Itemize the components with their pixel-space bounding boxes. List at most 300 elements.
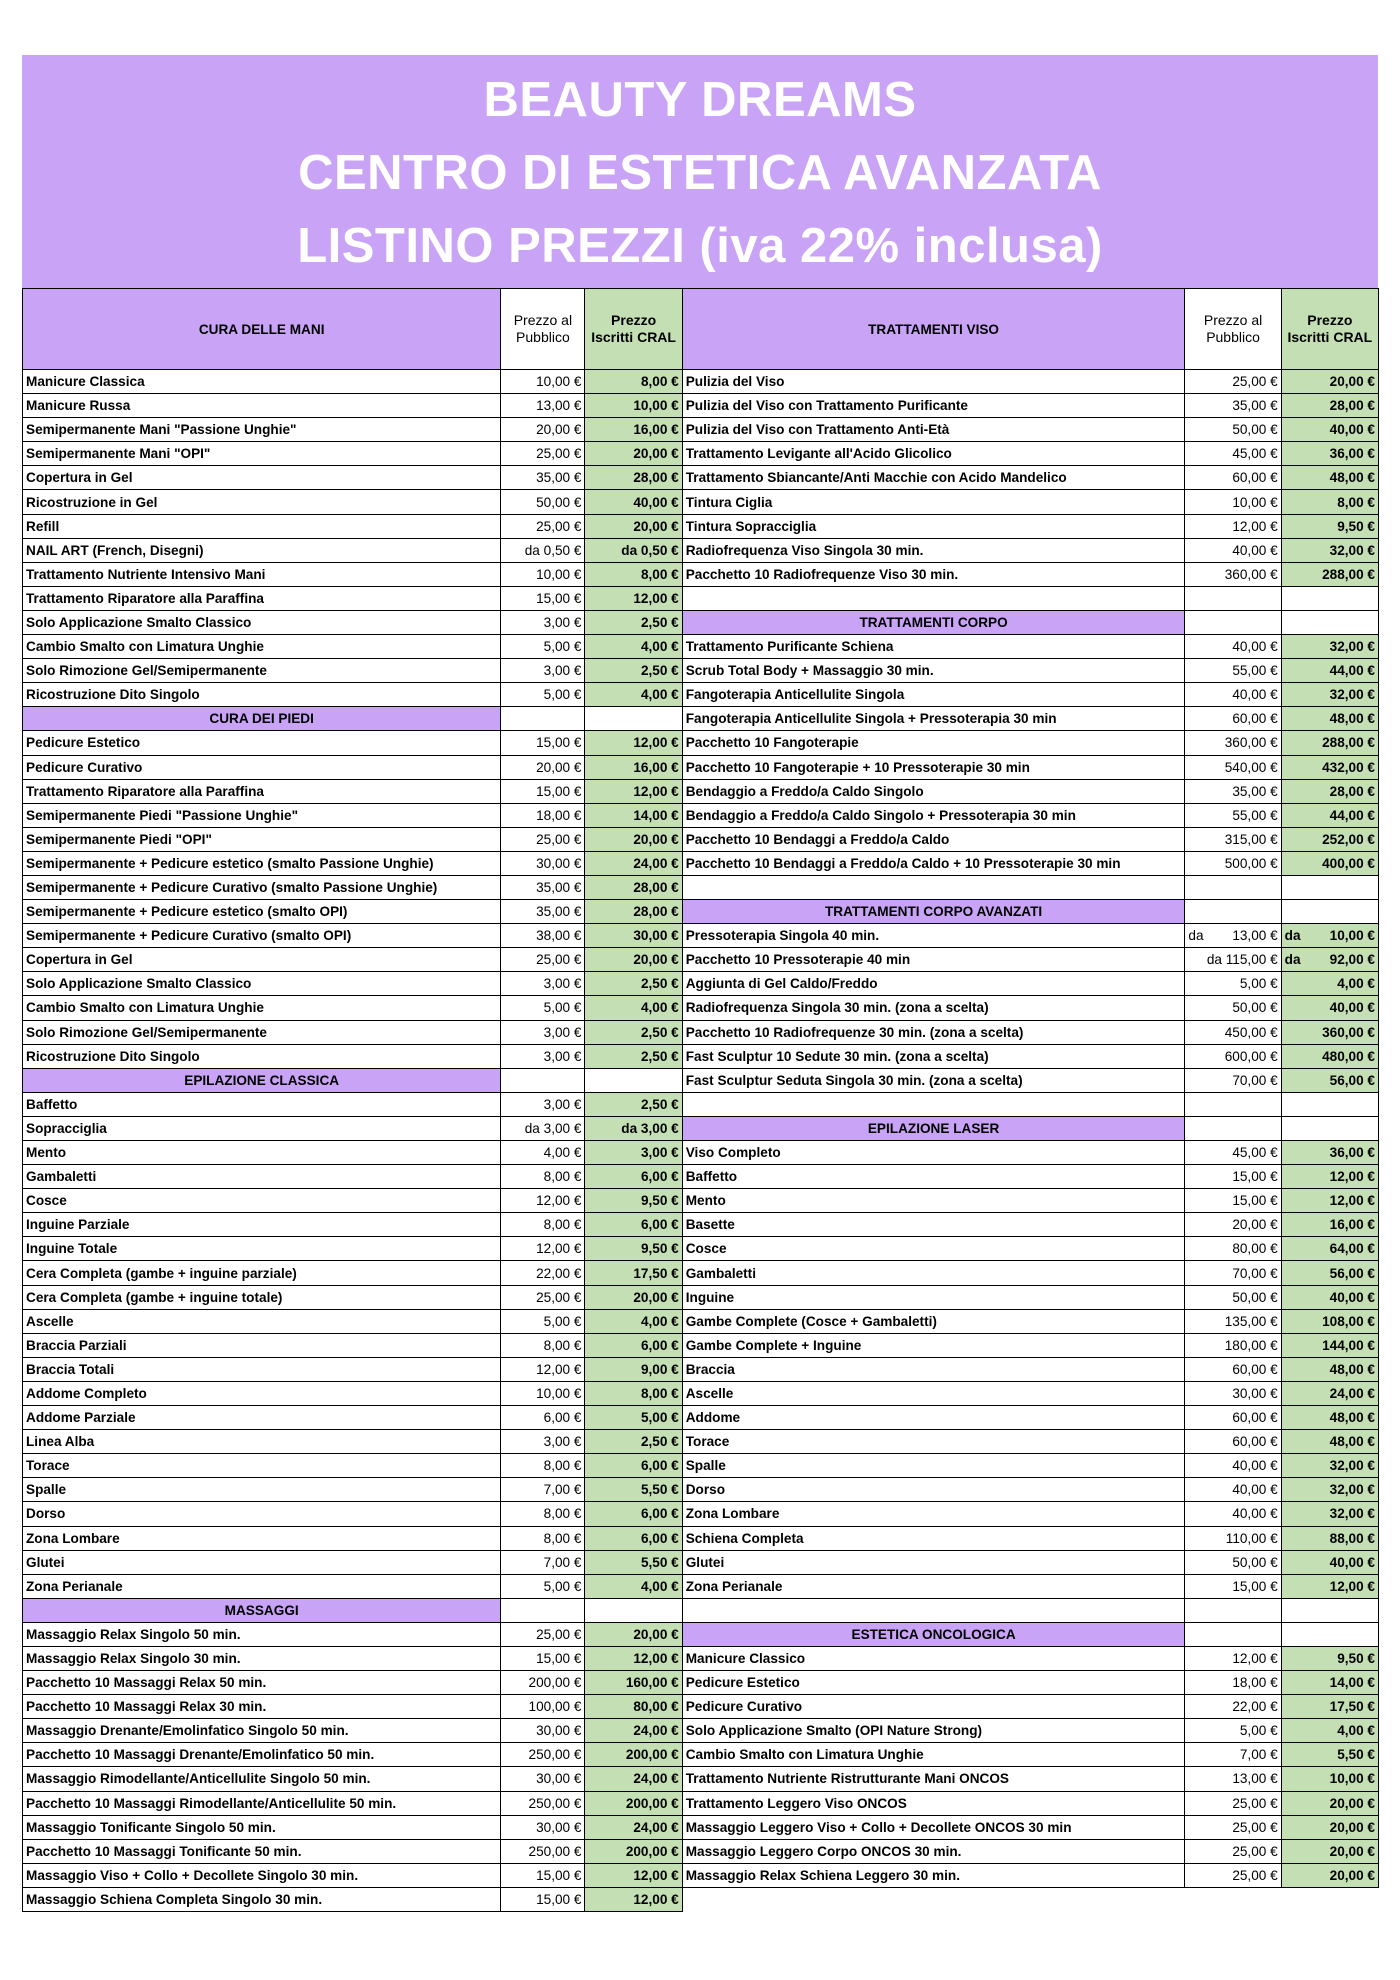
public-price: 35,00 € <box>501 466 585 490</box>
cral-price: 48,00 € <box>1281 1357 1378 1381</box>
service-name: Gambaletti <box>23 1165 501 1189</box>
service-name: Cera Completa (gambe + inguine totale) <box>23 1285 501 1309</box>
public-price: 12,00 € <box>501 1189 585 1213</box>
service-name: Radiofrequenza Singola 30 min. (zona a scelta) <box>682 996 1185 1020</box>
public-price: 3,00 € <box>501 972 585 996</box>
table-row <box>23 1285 1379 1309</box>
public-price: 20,00 € <box>1185 1213 1281 1237</box>
service-name: Sopracciglia <box>23 1116 501 1140</box>
public-price: 3,00 € <box>501 1092 585 1116</box>
cral-price: 56,00 € <box>1281 1261 1378 1285</box>
service-name: Radiofrequenza Viso Singola 30 min. <box>682 538 1185 562</box>
cral-price: 24,00 € <box>585 1767 682 1791</box>
table-row <box>23 1863 1379 1887</box>
service-name: Pedicure Estetico <box>682 1671 1185 1695</box>
empty-cell <box>1185 586 1281 610</box>
table-row <box>23 635 1379 659</box>
public-price: 250,00 € <box>501 1839 585 1863</box>
public-price: 25,00 € <box>1185 1791 1281 1815</box>
table-row <box>23 1044 1379 1068</box>
table-row <box>23 755 1379 779</box>
service-name: Cosce <box>682 1237 1185 1261</box>
cral-price: 6,00 € <box>585 1502 682 1526</box>
public-price: 22,00 € <box>1185 1695 1281 1719</box>
public-price: 25,00 € <box>501 1622 585 1646</box>
table-row <box>23 1092 1379 1116</box>
service-name: Braccia Parziali <box>23 1333 501 1357</box>
public-price: 60,00 € <box>1185 707 1281 731</box>
cral-price: 9,50 € <box>1281 1646 1378 1670</box>
public-price: 6,00 € <box>501 1406 585 1430</box>
service-name: Pacchetto 10 Pressoterapie 40 min <box>682 948 1185 972</box>
public-price: 70,00 € <box>1185 1068 1281 1092</box>
public-price: 38,00 € <box>501 924 585 948</box>
public-price: 40,00 € <box>1185 683 1281 707</box>
cral-price: da 3,00 € <box>585 1116 682 1140</box>
service-name: Mento <box>682 1189 1185 1213</box>
price-list-table <box>22 288 1379 1912</box>
public-price: 50,00 € <box>501 490 585 514</box>
public-price: 50,00 € <box>1185 1285 1281 1309</box>
table-row <box>23 1743 1379 1767</box>
service-name: Braccia <box>682 1357 1185 1381</box>
public-price: 5,00 € <box>501 1574 585 1598</box>
cral-price: 12,00 € <box>585 731 682 755</box>
cral-price: 12,00 € <box>585 1646 682 1670</box>
service-name: Addome <box>682 1406 1185 1430</box>
cral-price: 288,00 € <box>1281 562 1378 586</box>
service-name: Manicure Russa <box>23 394 501 418</box>
table-row <box>23 442 1379 466</box>
public-price: 3,00 € <box>501 610 585 634</box>
cral-price: 9,00 € <box>585 1357 682 1381</box>
service-name: Linea Alba <box>23 1430 501 1454</box>
price-value: 13,00 € <box>1232 928 1278 944</box>
public-price: 3,00 € <box>501 1044 585 1068</box>
service-name: Semipermanente Piedi "OPI" <box>23 827 501 851</box>
public-price: 5,00 € <box>1185 972 1281 996</box>
table-row <box>23 1237 1379 1261</box>
public-price: 12,00 € <box>501 1357 585 1381</box>
table-row <box>23 803 1379 827</box>
table-row <box>23 1839 1379 1863</box>
empty-cell <box>501 1598 585 1622</box>
service-name: Massaggio Tonificante Singolo 50 min. <box>23 1815 501 1839</box>
table-row <box>23 948 1379 972</box>
service-name: Solo Rimozione Gel/Semipermanente <box>23 1020 501 1044</box>
empty-cell <box>1185 900 1281 924</box>
cral-price: 28,00 € <box>585 466 682 490</box>
cral-price: 48,00 € <box>1281 466 1378 490</box>
public-price: 12,00 € <box>1185 1646 1281 1670</box>
empty-cell <box>585 1598 682 1622</box>
cral-price: 40,00 € <box>1281 418 1378 442</box>
table-row <box>23 1646 1379 1670</box>
table-row <box>23 1406 1379 1430</box>
service-name: Cambio Smalto con Limatura Unghie <box>23 996 501 1020</box>
service-name: Fast Sculptur Seduta Singola 30 min. (zona a scelta) <box>682 1068 1185 1092</box>
public-price: 25,00 € <box>1185 1839 1281 1863</box>
public-price: 25,00 € <box>501 514 585 538</box>
service-name: Pacchetto 10 Massaggi Tonificante 50 min. <box>23 1839 501 1863</box>
table-row <box>23 1550 1379 1574</box>
cral-price: 6,00 € <box>585 1333 682 1357</box>
service-name: Viso Completo <box>682 1141 1185 1165</box>
public-price: 450,00 € <box>1185 1020 1281 1044</box>
service-name: Solo Applicazione Smalto Classico <box>23 610 501 634</box>
table-row <box>23 1767 1379 1791</box>
service-name: Manicure Classica <box>23 370 501 394</box>
service-name: Glutei <box>682 1550 1185 1574</box>
cral-price: 2,50 € <box>585 1020 682 1044</box>
service-name: Spalle <box>682 1454 1185 1478</box>
cral-price: da 0,50 € <box>585 538 682 562</box>
table-row <box>23 1526 1379 1550</box>
public-price: 12,00 € <box>1185 514 1281 538</box>
cral-price: 432,00 € <box>1281 755 1378 779</box>
price-value: 92,00 € <box>1329 952 1375 968</box>
public-price: 315,00 € <box>1185 827 1281 851</box>
empty-cell <box>501 707 585 731</box>
public-price: 4,00 € <box>501 1141 585 1165</box>
service-name: Semipermanente Mani "Passione Unghie" <box>23 418 501 442</box>
service-name: Trattamento Sbiancante/Anti Macchie con Acido Mandelico <box>682 466 1185 490</box>
empty-cell <box>682 1092 1185 1116</box>
service-name: Copertura in Gel <box>23 948 501 972</box>
service-name: Gambe Complete + Inguine <box>682 1333 1185 1357</box>
cral-price: 200,00 € <box>585 1791 682 1815</box>
public-price: 15,00 € <box>501 779 585 803</box>
cral-price: 16,00 € <box>585 755 682 779</box>
section-title: TRATTAMENTI CORPO AVANZATI <box>682 900 1185 924</box>
table-row <box>23 1261 1379 1285</box>
table-row <box>23 972 1379 996</box>
service-name: Pacchetto 10 Massaggi Rimodellante/Anticellulite 50 min. <box>23 1791 501 1815</box>
table-row <box>23 1695 1379 1719</box>
cral-price: 6,00 € <box>585 1454 682 1478</box>
public-price: 500,00 € <box>1185 851 1281 875</box>
service-name: Pulizia del Viso con Trattamento Purificante <box>682 394 1185 418</box>
service-name: Aggiunta di Gel Caldo/Freddo <box>682 972 1185 996</box>
service-name: Fangoterapia Anticellulite Singola + Pressoterapia 30 min <box>682 707 1185 731</box>
price-prefix: da <box>1284 928 1301 944</box>
header-title: BEAUTY DREAMS <box>483 73 917 127</box>
public-price: 45,00 € <box>1185 442 1281 466</box>
table-row <box>23 1165 1379 1189</box>
column-header-cral-price: Prezzo Iscritti CRAL <box>1281 289 1378 370</box>
table-row <box>23 924 1379 948</box>
table-row <box>23 1430 1379 1454</box>
service-name: Bendaggio a Freddo/a Caldo Singolo <box>682 779 1185 803</box>
table-row <box>23 731 1379 755</box>
public-price: 15,00 € <box>1185 1574 1281 1598</box>
public-price: 250,00 € <box>501 1791 585 1815</box>
service-name: Addome Completo <box>23 1381 501 1405</box>
service-name: Massaggio Schiena Completa Singolo 30 min. <box>23 1887 501 1911</box>
cral-price: 252,00 € <box>1281 827 1378 851</box>
cral-price: 480,00 € <box>1281 1044 1378 1068</box>
service-name: Trattamento Nutriente Ristrutturante Mani ONCOS <box>682 1767 1185 1791</box>
public-price: 40,00 € <box>1185 1502 1281 1526</box>
service-name: Tintura Ciglia <box>682 490 1185 514</box>
service-name: Trattamento Leggero Viso ONCOS <box>682 1791 1185 1815</box>
table-row <box>23 875 1379 899</box>
cral-price: 4,00 € <box>585 996 682 1020</box>
table-row <box>23 1381 1379 1405</box>
service-name: Ascelle <box>682 1381 1185 1405</box>
public-price: 35,00 € <box>1185 779 1281 803</box>
service-name: Braccia Totali <box>23 1357 501 1381</box>
service-name: Fangoterapia Anticellulite Singola <box>682 683 1185 707</box>
cral-price: 40,00 € <box>1281 996 1378 1020</box>
service-name: Pedicure Estetico <box>23 731 501 755</box>
service-name: Pacchetto 10 Fangoterapie <box>682 731 1185 755</box>
cral-price: 4,00 € <box>585 1309 682 1333</box>
table-row <box>23 1454 1379 1478</box>
public-price: 15,00 € <box>1185 1165 1281 1189</box>
service-name: Mento <box>23 1141 501 1165</box>
service-name: Inguine Totale <box>23 1237 501 1261</box>
public-price: 30,00 € <box>501 1719 585 1743</box>
cral-price: 14,00 € <box>1281 1671 1378 1695</box>
table-row <box>23 1020 1379 1044</box>
public-price: 10,00 € <box>501 562 585 586</box>
table-row <box>23 370 1379 394</box>
service-name: Solo Applicazione Smalto Classico <box>23 972 501 996</box>
cral-price: 2,50 € <box>585 1430 682 1454</box>
service-name: Pulizia del Viso <box>682 370 1185 394</box>
public-price: 100,00 € <box>501 1695 585 1719</box>
service-name: Torace <box>682 1430 1185 1454</box>
public-price: 3,00 € <box>501 1020 585 1044</box>
table-row <box>23 1622 1379 1646</box>
service-name: Massaggio Relax Singolo 50 min. <box>23 1622 501 1646</box>
table-row <box>23 610 1379 634</box>
cral-price: 48,00 € <box>1281 1430 1378 1454</box>
service-name: Semipermanente + Pedicure Curativo (smalto Passione Unghie) <box>23 875 501 899</box>
empty-cell <box>1281 610 1378 634</box>
price-value: 10,00 € <box>1329 928 1375 944</box>
public-price: 600,00 € <box>1185 1044 1281 1068</box>
cral-price: 12,00 € <box>1281 1574 1378 1598</box>
public-price: 35,00 € <box>1185 394 1281 418</box>
service-name: NAIL ART (French, Disegni) <box>23 538 501 562</box>
cral-price: 12,00 € <box>1281 1165 1378 1189</box>
public-price: 40,00 € <box>1185 635 1281 659</box>
column-header-public-price: Prezzo al Pubblico <box>501 289 585 370</box>
table-row <box>23 418 1379 442</box>
public-price: 15,00 € <box>501 1863 585 1887</box>
cral-price: 6,00 € <box>585 1526 682 1550</box>
service-name: Manicure Classico <box>682 1646 1185 1670</box>
cral-price: 20,00 € <box>585 948 682 972</box>
service-name: Torace <box>23 1454 501 1478</box>
service-name: Dorso <box>682 1478 1185 1502</box>
header-subtitle: CENTRO DI ESTETICA AVANZATA <box>298 146 1102 200</box>
service-name: Massaggio Leggero Viso + Collo + Decollete ONCOS 30 min <box>682 1815 1185 1839</box>
public-price: 8,00 € <box>501 1502 585 1526</box>
cral-price: 12,00 € <box>585 1887 682 1911</box>
service-name: Copertura in Gel <box>23 466 501 490</box>
empty-cell <box>1185 1598 1281 1622</box>
cral-price: 5,50 € <box>1281 1743 1378 1767</box>
service-name: Zona Lombare <box>23 1526 501 1550</box>
empty-cell <box>1281 1598 1378 1622</box>
public-price: 25,00 € <box>1185 1815 1281 1839</box>
public-price: 18,00 € <box>501 803 585 827</box>
cral-price: 17,50 € <box>585 1261 682 1285</box>
public-price: 12,00 € <box>501 1237 585 1261</box>
table-row <box>23 707 1379 731</box>
service-name: Solo Applicazione Smalto (OPI Nature Strong) <box>682 1719 1185 1743</box>
empty-cell <box>682 586 1185 610</box>
service-name: Massaggio Rimodellante/Anticellulite Singolo 50 min. <box>23 1767 501 1791</box>
price-prefix: da <box>1188 928 1204 944</box>
service-name: Refill <box>23 514 501 538</box>
section-title: CURA DEI PIEDI <box>23 707 501 731</box>
cral-price: 44,00 € <box>1281 659 1378 683</box>
service-name: Pulizia del Viso con Trattamento Anti-Età <box>682 418 1185 442</box>
service-name: Baffetto <box>23 1092 501 1116</box>
cral-price: 2,50 € <box>585 1044 682 1068</box>
public-price: 3,00 € <box>501 659 585 683</box>
public-price: 20,00 € <box>501 755 585 779</box>
cral-price: 28,00 € <box>1281 394 1378 418</box>
table-row <box>23 1189 1379 1213</box>
public-price: 30,00 € <box>501 1767 585 1791</box>
empty-cell <box>1185 1622 1281 1646</box>
table-row <box>23 538 1379 562</box>
cral-price: 24,00 € <box>585 1719 682 1743</box>
table-row <box>23 1141 1379 1165</box>
public-price: 20,00 € <box>501 418 585 442</box>
table-row <box>23 1068 1379 1092</box>
cral-price: 8,00 € <box>1281 490 1378 514</box>
cral-price: 80,00 € <box>585 1695 682 1719</box>
cral-price: 14,00 € <box>585 803 682 827</box>
service-name: Massaggio Relax Singolo 30 min. <box>23 1646 501 1670</box>
cral-price: 24,00 € <box>1281 1381 1378 1405</box>
public-price: 8,00 € <box>501 1333 585 1357</box>
cral-price: 24,00 € <box>585 851 682 875</box>
public-price: 25,00 € <box>501 948 585 972</box>
public-price: da 3,00 € <box>501 1116 585 1140</box>
service-name: Pedicure Curativo <box>682 1695 1185 1719</box>
public-price: 360,00 € <box>1185 562 1281 586</box>
cral-price: 6,00 € <box>585 1213 682 1237</box>
cral-price: 4,00 € <box>585 635 682 659</box>
public-price: 135,00 € <box>1185 1309 1281 1333</box>
public-price: 80,00 € <box>1185 1237 1281 1261</box>
cral-price: 88,00 € <box>1281 1526 1378 1550</box>
cral-price: 200,00 € <box>585 1743 682 1767</box>
empty-cell <box>1281 1092 1378 1116</box>
empty-cell <box>682 875 1185 899</box>
public-price: 50,00 € <box>1185 1550 1281 1574</box>
cral-price: 144,00 € <box>1281 1333 1378 1357</box>
public-price: 35,00 € <box>501 875 585 899</box>
service-name: Ascelle <box>23 1309 501 1333</box>
empty-cell <box>682 1598 1185 1622</box>
column-header-public-price: Prezzo al Pubblico <box>1185 289 1281 370</box>
public-price: 10,00 € <box>1185 490 1281 514</box>
cral-price: 360,00 € <box>1281 1020 1378 1044</box>
table-row <box>23 1502 1379 1526</box>
public-price: 40,00 € <box>1185 1478 1281 1502</box>
public-price: 15,00 € <box>501 731 585 755</box>
cral-price: 20,00 € <box>1281 370 1378 394</box>
service-name: Cambio Smalto con Limatura Unghie <box>682 1743 1185 1767</box>
service-name: Pacchetto 10 Massaggi Relax 30 min. <box>23 1695 501 1719</box>
public-price: 5,00 € <box>501 683 585 707</box>
service-name: Pacchetto 10 Massaggi Relax 50 min. <box>23 1671 501 1695</box>
public-price: 60,00 € <box>1185 466 1281 490</box>
table-row <box>23 1116 1379 1140</box>
table-row <box>23 1887 1379 1911</box>
public-price: 25,00 € <box>501 1285 585 1309</box>
cral-price: 16,00 € <box>585 418 682 442</box>
public-price: 13,00 € <box>501 394 585 418</box>
public-price: 15,00 € <box>501 1646 585 1670</box>
public-price: 7,00 € <box>501 1478 585 1502</box>
empty-cell <box>1185 610 1281 634</box>
public-price: 30,00 € <box>501 851 585 875</box>
public-price: 15,00 € <box>501 1887 585 1911</box>
cral-price: 17,50 € <box>1281 1695 1378 1719</box>
service-name: Trattamento Riparatore alla Paraffina <box>23 779 501 803</box>
public-price: 10,00 € <box>501 1381 585 1405</box>
service-name: Trattamento Riparatore alla Paraffina <box>23 586 501 610</box>
service-name: Addome Parziale <box>23 1406 501 1430</box>
public-price: 25,00 € <box>501 827 585 851</box>
service-name: Trattamento Levigante all'Acido Glicolico <box>682 442 1185 466</box>
public-price: 8,00 € <box>501 1165 585 1189</box>
cral-price: 28,00 € <box>1281 779 1378 803</box>
service-name: Zona Perianale <box>23 1574 501 1598</box>
service-name: Pressoterapia Singola 40 min. <box>682 924 1185 948</box>
public-price: 50,00 € <box>1185 996 1281 1020</box>
service-name: Baffetto <box>682 1165 1185 1189</box>
public-price: 60,00 € <box>1185 1430 1281 1454</box>
service-name: Cambio Smalto con Limatura Unghie <box>23 635 501 659</box>
table-row <box>23 1357 1379 1381</box>
cral-price: 160,00 € <box>585 1671 682 1695</box>
cral-price: 20,00 € <box>1281 1863 1378 1887</box>
service-name: Bendaggio a Freddo/a Caldo Singolo + Pressoterapia 30 min <box>682 803 1185 827</box>
empty-cell <box>1281 586 1378 610</box>
service-name: Pedicure Curativo <box>23 755 501 779</box>
cral-price <box>1281 948 1378 972</box>
cral-price: 32,00 € <box>1281 1454 1378 1478</box>
empty-cell <box>1185 875 1281 899</box>
public-price <box>1185 924 1281 948</box>
cral-price: 8,00 € <box>585 562 682 586</box>
cral-price: 16,00 € <box>1281 1213 1378 1237</box>
cral-price: 64,00 € <box>1281 1237 1378 1261</box>
public-price: 45,00 € <box>1185 1141 1281 1165</box>
cral-price: 40,00 € <box>1281 1285 1378 1309</box>
public-price: 40,00 € <box>1185 538 1281 562</box>
cral-price: 5,50 € <box>585 1478 682 1502</box>
cral-price: 44,00 € <box>1281 803 1378 827</box>
service-name: Semipermanente + Pedicure Curativo (smalto OPI) <box>23 924 501 948</box>
cral-price: 28,00 € <box>585 900 682 924</box>
cral-price: 8,00 € <box>585 1381 682 1405</box>
public-price: 5,00 € <box>1185 1719 1281 1743</box>
table-header-row <box>23 289 1379 370</box>
cral-price: 20,00 € <box>585 1622 682 1646</box>
cral-price: 40,00 € <box>585 490 682 514</box>
